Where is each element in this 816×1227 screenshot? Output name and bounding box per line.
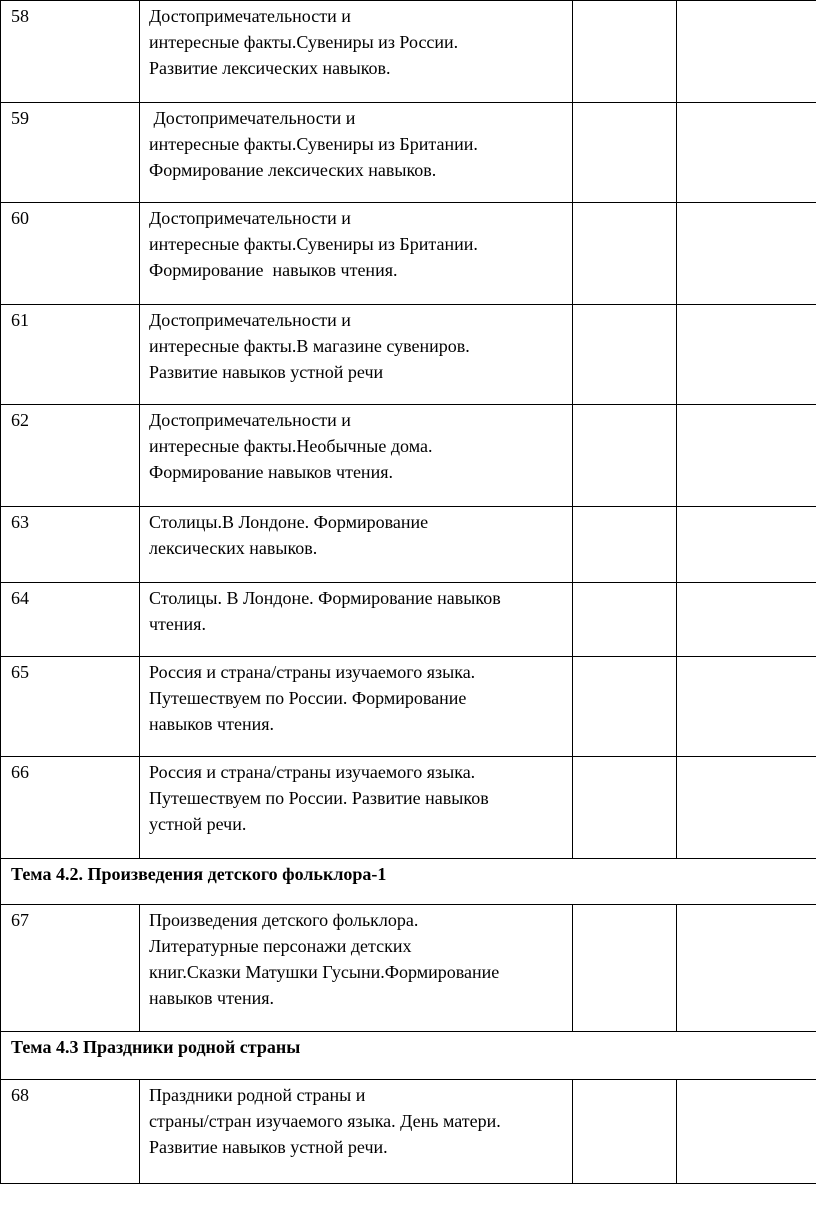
lesson-topic — [140, 757, 573, 859]
lesson-topic-line: устной речи. — [149, 814, 247, 834]
lesson-topic-line: интересные факты.Сувениры из Британии. — [149, 134, 478, 154]
lesson-topic-line: Развитие лексических навыков. — [149, 58, 391, 78]
lesson-topic-line: Россия и страна/страны изучаемого языка. — [149, 662, 476, 682]
lesson-row — [1, 1080, 816, 1184]
lesson-row — [1, 905, 816, 1032]
lesson-topic-line: Столицы.В Лондоне. Формирование — [149, 512, 429, 532]
lesson-number: 62 — [1, 405, 140, 507]
lesson-number: 61 — [1, 305, 140, 405]
lesson-topic-line: Путешествуем по России. Развитие навыков — [149, 788, 489, 808]
actual-date-cell — [677, 507, 816, 583]
actual-date-cell — [677, 1080, 816, 1184]
planned-date-cell — [573, 203, 677, 305]
lesson-topic-line: интересные факты.Сувениры из России. — [149, 32, 459, 52]
lesson-number: 60 — [1, 203, 140, 305]
section-heading: Тема 4.3 Праздники родной страны — [1, 1032, 816, 1080]
actual-date-cell — [677, 905, 816, 1032]
lesson-topic — [140, 1080, 573, 1184]
planned-date-cell — [573, 657, 677, 757]
lesson-row — [1, 507, 816, 583]
lesson-plan-body — [1, 1, 816, 1184]
lesson-topic-line: Достопримечательности и — [149, 6, 351, 26]
lesson-row — [1, 757, 816, 859]
lesson-topic — [140, 405, 573, 507]
lesson-topic-line: Развитие навыков устной речи — [149, 362, 384, 382]
actual-date-cell — [677, 757, 816, 859]
lesson-topic-line: навыков чтения. — [149, 714, 274, 734]
lesson-topic-line: Произведения детского фольклора. — [149, 910, 419, 930]
lesson-number: 65 — [1, 657, 140, 757]
lesson-topic — [140, 583, 573, 657]
lesson-number: 58 — [1, 1, 140, 103]
planned-date-cell — [573, 1080, 677, 1184]
lesson-number: 67 — [1, 905, 140, 1032]
lesson-topic — [140, 507, 573, 583]
lesson-row — [1, 103, 816, 203]
lesson-number: 64 — [1, 583, 140, 657]
lesson-topic-line: Формирование навыков чтения. — [149, 462, 393, 482]
planned-date-cell — [573, 305, 677, 405]
actual-date-cell — [677, 405, 816, 507]
section-heading-row — [1, 859, 816, 905]
lesson-topic-line: Формирование лексических навыков. — [149, 160, 437, 180]
lesson-topic — [140, 305, 573, 405]
lesson-topic-line: Литературные персонажи детских — [149, 936, 412, 956]
lesson-topic-line: Достопримечательности и — [149, 108, 356, 128]
lesson-topic — [140, 657, 573, 757]
lesson-row — [1, 405, 816, 507]
lesson-row — [1, 203, 816, 305]
lesson-topic — [140, 905, 573, 1032]
lesson-topic-line: Достопримечательности и — [149, 310, 351, 330]
lesson-topic-line: Формирование навыков чтения. — [149, 260, 398, 280]
lesson-row — [1, 583, 816, 657]
lesson-number: 63 — [1, 507, 140, 583]
lesson-topic-line: интересные факты.Сувениры из Британии. — [149, 234, 478, 254]
section-heading-row — [1, 1032, 816, 1080]
lesson-row — [1, 657, 816, 757]
planned-date-cell — [573, 507, 677, 583]
lesson-topic-line: книг.Сказки Матушки Гусыни.Формирование — [149, 962, 500, 982]
actual-date-cell — [677, 583, 816, 657]
lesson-topic-line: интересные факты.Необычные дома. — [149, 436, 433, 456]
lesson-topic — [140, 1, 573, 103]
planned-date-cell — [573, 905, 677, 1032]
lesson-topic-line: Развитие навыков устной речи. — [149, 1137, 388, 1157]
planned-date-cell — [573, 583, 677, 657]
lesson-topic-line: Путешествуем по России. Формирование — [149, 688, 467, 708]
lesson-number: 59 — [1, 103, 140, 203]
lesson-topic-line: Достопримечательности и — [149, 208, 351, 228]
lesson-row — [1, 1, 816, 103]
planned-date-cell — [573, 1, 677, 103]
lesson-topic-line: навыков чтения. — [149, 988, 274, 1008]
lesson-topic-line: Столицы. В Лондоне. Формирование навыков — [149, 588, 501, 608]
actual-date-cell — [677, 1, 816, 103]
actual-date-cell — [677, 203, 816, 305]
lesson-topic — [140, 103, 573, 203]
lesson-topic-line: Достопримечательности и — [149, 410, 351, 430]
planned-date-cell — [573, 405, 677, 507]
actual-date-cell — [677, 305, 816, 405]
actual-date-cell — [677, 657, 816, 757]
planned-date-cell — [573, 103, 677, 203]
lesson-number: 66 — [1, 757, 140, 859]
lesson-topic-line: Праздники родной страны и — [149, 1085, 366, 1105]
lesson-topic-line: лексических навыков. — [149, 538, 318, 558]
lesson-row — [1, 305, 816, 405]
lesson-topic-line: Россия и страна/страны изучаемого языка. — [149, 762, 476, 782]
lesson-topic-line: страны/стран изучаемого языка. День матери. — [149, 1111, 501, 1131]
lesson-topic — [140, 203, 573, 305]
actual-date-cell — [677, 103, 816, 203]
lesson-number: 68 — [1, 1080, 140, 1184]
lesson-topic-line: чтения. — [149, 614, 206, 634]
section-heading: Тема 4.2. Произведения детского фольклора-1 — [1, 859, 816, 905]
lesson-topic-line: интересные факты.В магазине сувениров. — [149, 336, 470, 356]
planned-date-cell — [573, 757, 677, 859]
